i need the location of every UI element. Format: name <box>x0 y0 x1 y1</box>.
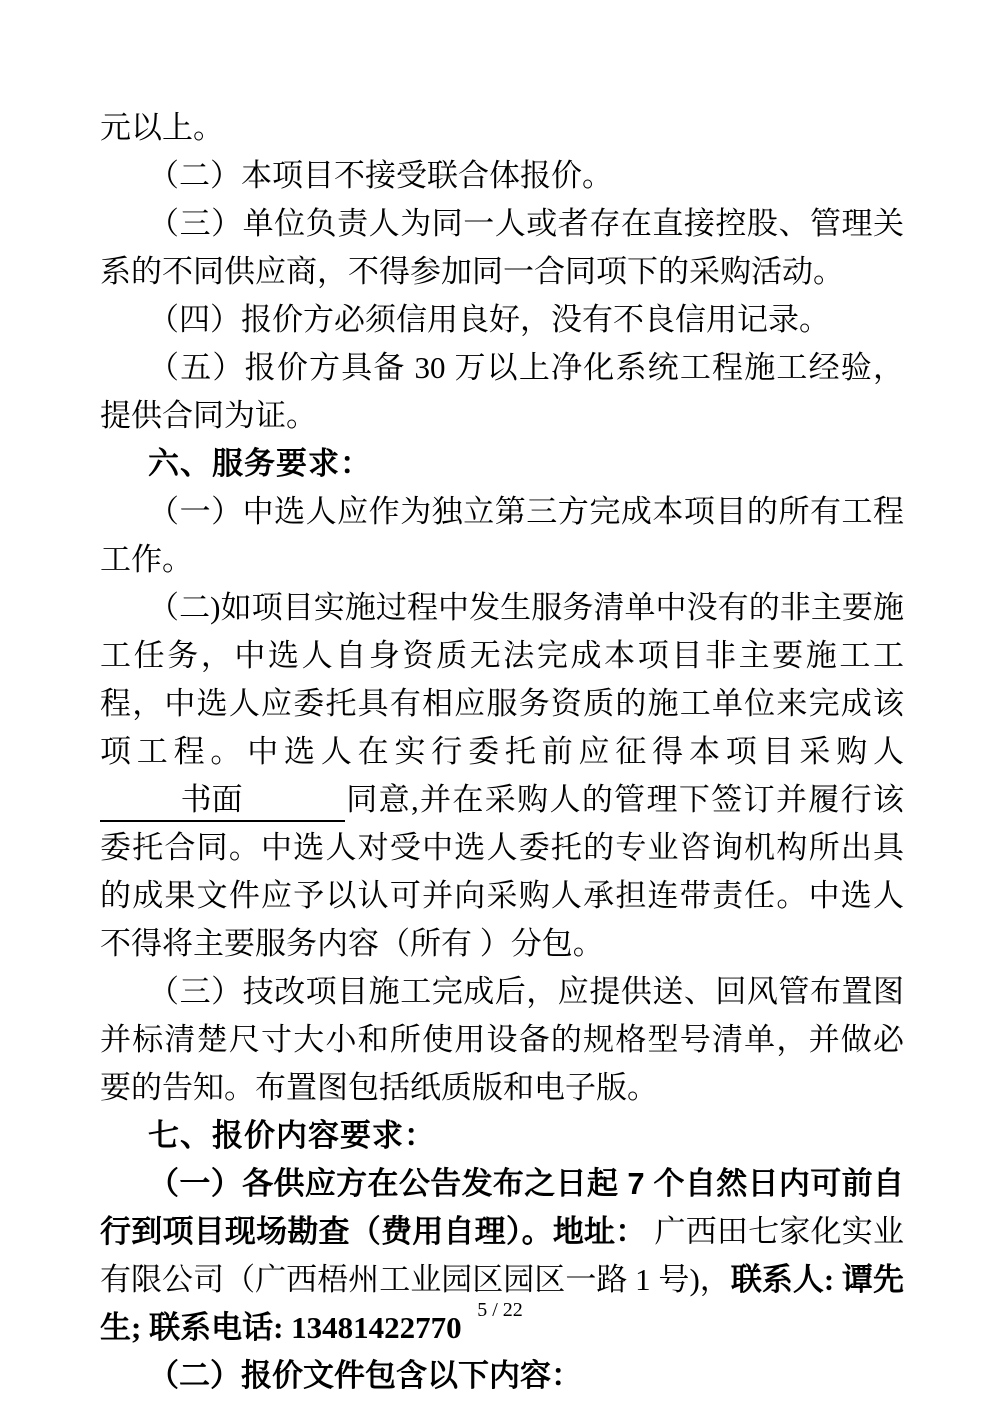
section-heading-quote-requirements: 七、报价内容要求： <box>148 1118 437 1153</box>
page-footer <box>0 1300 1000 1320</box>
service-2-text-pre: （二)如项目实施过程中发生服务清单中没有的非主要施工任务，中选人自身资质无法完成本项目非主要施工工程，中选人应委托具有相应服务资质的施工单位来完成该项工程。中选人在实行委托前应征得本项目采购人 <box>100 590 904 769</box>
paragraph-service-1: （一）中选人应作为独立第三方完成本项目的所有工程工作。 <box>100 494 904 577</box>
paragraph-carryover: 元以上。 <box>100 110 224 145</box>
quote-1-clause: （一）各供应方在公告发布之日起 7 个自然日内可前自行到项目现场勘查（费用自理） <box>100 1166 904 1249</box>
paragraph-item-4: （四）报价方必须信用良好，没有不良信用记录。 <box>148 302 831 337</box>
quote-1-address: 广西田七家化实业有限公司（广西梧州工业园区园区一路 1 号)， <box>100 1214 905 1297</box>
document-body <box>100 104 904 1400</box>
service-2-text-post: 同意,并在采购人的管理下签订并履行该委托合同。中选人对受中选人委托的专业咨询机构所出具的成果文件应予以认可并向采购人承担连带责任。中选人不得将主要服务内容（所有 ）分包。 <box>100 782 904 961</box>
paragraph-service-2 <box>100 584 904 968</box>
paragraph-quote-2: （二）报价文件包含以下内容： <box>148 1358 583 1393</box>
paragraph-quote-1 <box>100 1160 904 1352</box>
paragraph-item-5: （五）报价方具备 30 万以上净化系统工程施工经验，提供合同为证。 <box>100 350 904 433</box>
page-number: 5 / 22 <box>477 1299 523 1321</box>
paragraph-service-3: （三）技改项目施工完成后，应提供送、回风管布置图并标清楚尺寸大小和所使用设备的规格型号清单，并做必要的告知。布置图包括纸质版和电子版。 <box>100 974 904 1105</box>
quote-1-address-label: 。地址： <box>521 1214 655 1249</box>
section-heading-services: 六、服务要求： <box>148 446 373 481</box>
quote-1-contact: 联系人: 谭先生; 联系电话: 13481422770 <box>100 1262 904 1345</box>
fill-in-blank-written: 书面 <box>100 780 345 822</box>
paragraph-item-3: （三）单位负责人为同一人或者存在直接控股、管理关系的不同供应商，不得参加同一合同项下的采购活动。 <box>100 206 904 289</box>
paragraph-item-2: （二）本项目不接受联合体报价。 <box>148 158 614 193</box>
